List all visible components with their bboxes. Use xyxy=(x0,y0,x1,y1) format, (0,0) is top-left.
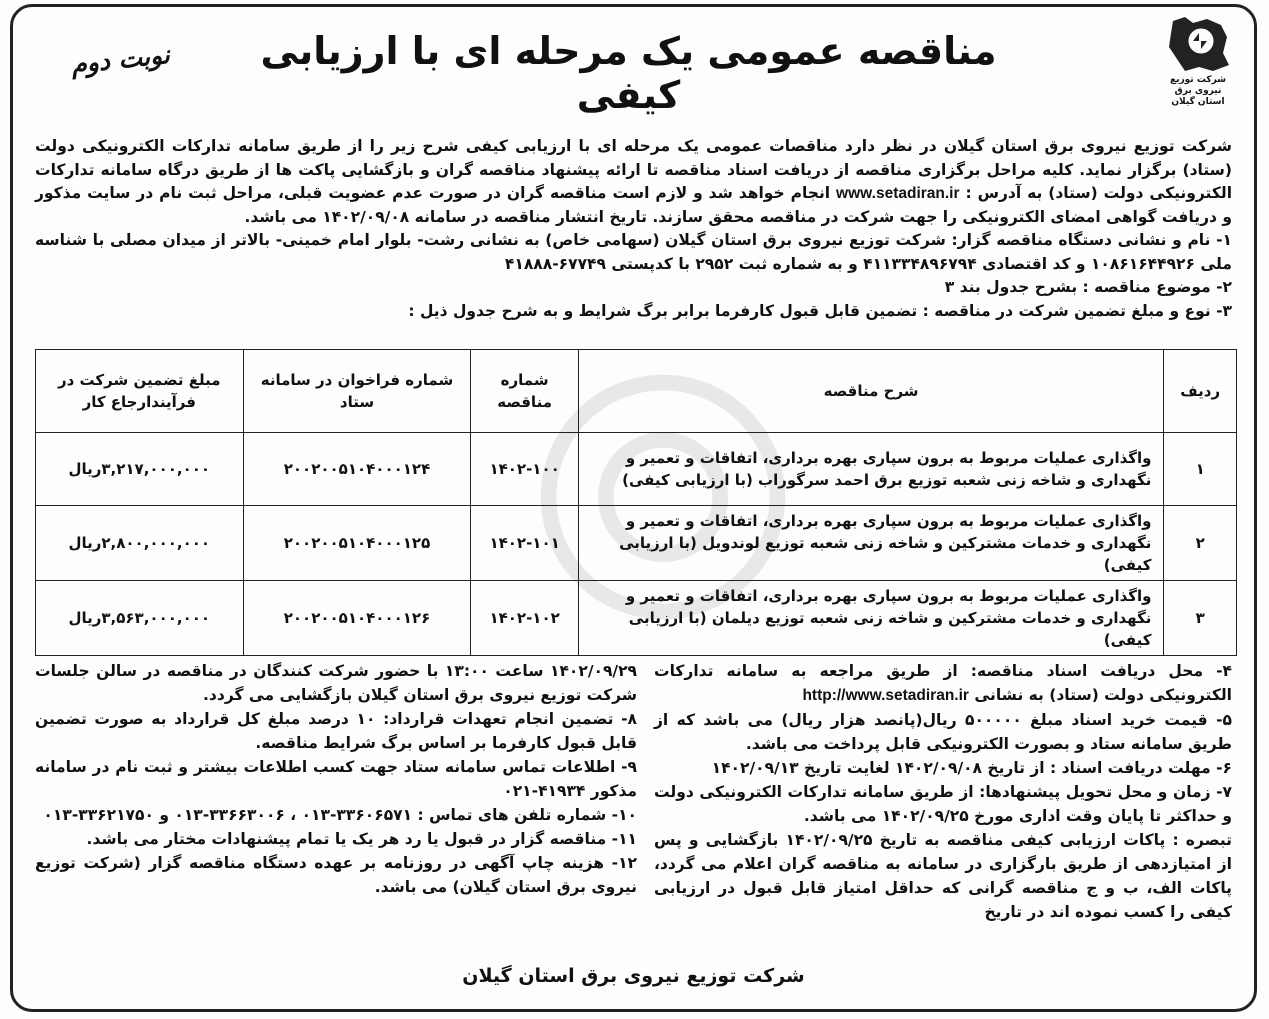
intro-paragraph xyxy=(35,135,1232,229)
intro-text: شرکت توزیع نیروی برق استان گیلان در نظر دارد مناقصات عمومی یک مرحله ای با ارزیابی کیفی شرح زیر را از طریق سامانه تدارکات الکترونیکی دولت (ستاد) برگزار نماید. کلیه مراحل برگزاری مناقصه از دریافت اسناد مناقصه تا ارائه پیشنهاد مناقصه گران و بازگشایی پاکت ها از طریق درگاه سامانه تدارکات الکترونیکی دولت (ستاد) به آدرس : xyxy=(35,137,1233,202)
header-description: شرح مناقصه xyxy=(578,350,1164,433)
table-row xyxy=(36,433,1237,506)
row-tender-number: ۱۴۰۲-۱۰۰ xyxy=(471,433,578,506)
header-call-number: شماره فراخوان در سامانه ستاد xyxy=(243,350,471,433)
tender-table xyxy=(35,349,1237,656)
note-evaluation: تبصره : پاکات ارزیابی کیفی مناقصه به تاریخ ۱۴۰۲/۰۹/۲۵ بازگشایی و پس از امتیازدهی از طریق بارگزاری در سامانه به مناقصه گران اعلام می گردد، پاکات الف، ب و ج مناقصه گرانی که حداقل امتیاز قابل قبول در ارزیابی کیفی را کسب نموده اند در تاریخ xyxy=(654,831,1232,921)
header-guarantee-amount: مبلغ تضمین شرکت در فرآیندارجاع کار xyxy=(36,350,244,433)
item-3-guarantee: ۳- نوع و مبلغ تضمین شرکت در مناقصه : تضمین قابل قبول کارفرما برابر برگ شرایط و به شرح جدول ذیل : xyxy=(408,301,1232,320)
row-number: ۲ xyxy=(1164,506,1237,581)
row-tender-number: ۱۴۰۲-۱۰۱ xyxy=(471,506,578,581)
row-call-number: ۲۰۰۲۰۰۵۱۰۴۰۰۰۱۲۴ xyxy=(243,433,471,506)
conditions-right-column xyxy=(654,659,1232,924)
item-1-organizer: ۱- نام و نشانی دستگاه مناقصه گزار: شرکت توزیع نیروی برق استان گیلان (سهامی خاص) به نشانی رشت- بلوار امام خمینی- بالاتر از میدان مصلی با شناسه ملی ۱۰۸۶۱۶۴۴۹۲۶ و کد اقتصادی ۴۱۱۳۳۴۸۹۶۷۹۴ و به شماره ثبت ۲۹۵۲ با کدپستی ۶۷۷۴۹-۴۱۸۸۸ xyxy=(35,231,1232,273)
row-guarantee-amount: ۲,۸۰۰,۰۰۰,۰۰۰ریال xyxy=(36,506,244,581)
conditions-section xyxy=(35,659,1232,949)
row-description: واگذاری عملیات مربوط به برون سپاری بهره برداری، اتفاقات و تعمیر و نگهداری و خدمات مشترکین و شاخه زنی شعبه توزیع دیلمان (با ارزیابی کیفی) xyxy=(578,581,1164,656)
setadiran-link[interactable]: www.setadiran.ir xyxy=(836,185,960,202)
intro-text-continued: انجام خواهد شد و لازم است مناقصه گران در صورت عدم عضویت قبلی، مراحل ثبت نام در سایت مذکور و دریافت گواهی امضای الکترونیکی را جهت شرکت در مناقصه محقق سازند. تاریخ انتشار مناقصه در سامانه ۱۴۰۲/۰۹/۰۸ می باشد. xyxy=(35,184,1232,226)
conditions-left-column xyxy=(35,659,637,899)
iran-map-logo-icon xyxy=(1163,13,1233,75)
footer-company-name: شرکت توزیع نیروی برق استان گیلان xyxy=(462,965,805,987)
header-tender-number: شماره مناقصه xyxy=(471,350,578,433)
item-12-ad-cost: ۱۲- هزینه چاپ آگهی در روزنامه بر عهده دستگاه مناقصه گزار (شرکت توزیع نیروی برق استان گیلان) می باشد. xyxy=(35,854,637,896)
intro-section xyxy=(35,135,1232,323)
company-logo xyxy=(1156,13,1240,108)
row-guarantee-amount: ۳,۲۱۷,۰۰۰,۰۰۰ریال xyxy=(36,433,244,506)
row-call-number: ۲۰۰۲۰۰۵۱۰۴۰۰۰۱۲۶ xyxy=(243,581,471,656)
setadiran-http-link[interactable]: http://www.setadiran.ir xyxy=(802,687,969,704)
item-2-subject: ۲- موضوع مناقصه : بشرح جدول بند ۳ xyxy=(944,278,1232,296)
notice-title: مناقصه عمومی یک مرحله ای با ارزیابی کیفی xyxy=(260,29,997,117)
logo-text-line-1: شرکت توزیع نیروی برق xyxy=(1169,75,1227,96)
item-4-document-location xyxy=(654,659,1232,708)
header-row-number: ردیف xyxy=(1164,350,1237,433)
item-9-setad-contact: ۹- اطلاعات تماس سامانه ستاد جهت کسب اطلاعات بیشتر و ثبت نام در سامانه مذکور ۴۱۹۳۴-۰۲۱ xyxy=(35,758,637,800)
row-guarantee-amount: ۳,۵۶۳,۰۰۰,۰۰۰ریال xyxy=(36,581,244,656)
table-header-row xyxy=(36,350,1237,433)
row-tender-number: ۱۴۰۲-۱۰۲ xyxy=(471,581,578,656)
notice-header xyxy=(13,7,1254,125)
tender-notice xyxy=(10,4,1257,1012)
item-8-performance-guarantee: ۸- تضمین انجام تعهدات قرارداد: ۱۰ درصد مبلغ کل قرارداد به صورت تضمین قابل قبول کارفرما بر اساس برگ شرایط مناقصه. xyxy=(35,710,638,752)
note-continued: ۱۴۰۲/۰۹/۲۹ ساعت ۱۳:۰۰ با حضور شرکت کنندگان در مناقصه در سالن جلسات شرکت توزیع نیروی برق استان گیلان بازگشایی می گردد. xyxy=(35,662,637,704)
item-4-text: ۴- محل دریافت اسناد مناقصه: از طریق مراجعه به سامانه تدارکات الکترونیکی دولت (ستاد) به نشانی xyxy=(654,662,1232,704)
row-description: واگذاری عملیات مربوط به برون سپاری بهره برداری، اتفاقات و تعمیر و نگهداری و خدمات مشترکین و شاخه زنی شعبه توزیع لوندویل (با ارزیابی کیفی) xyxy=(578,506,1164,581)
logo-text-line-2: استان گیلان xyxy=(1171,97,1225,107)
item-10-phone-numbers: ۱۰- شماره تلفن های تماس : ۳۳۶۰۶۵۷۱-۰۱۳ ، ۳۳۶۶۳۰۰۶-۰۱۳ و ۳۳۶۲۱۷۵۰-۰۱۳ xyxy=(43,806,637,824)
item-5-document-price: ۵- قیمت خرید اسناد مبلغ ۵۰۰۰۰۰ ریال(پانصد هزار ریال) می باشد که از طریق سامانه ستاد و بصورت الکترونیکی قابل پرداخت می باشد. xyxy=(654,711,1232,753)
row-number: ۱ xyxy=(1164,433,1237,506)
item-11-rights: ۱۱- مناقصه گزار در قبول یا رد هر یک یا تمام پیشنهادات مختار می باشد. xyxy=(86,830,637,848)
row-description: واگذاری عملیات مربوط به برون سپاری بهره برداری، اتفاقات و تعمیر و نگهداری و شاخه زنی شعبه توزیع برق احمد سرگوراب (با ارزیابی کیفی) xyxy=(578,433,1164,506)
row-number: ۳ xyxy=(1164,581,1237,656)
item-6-document-deadline: ۶- مهلت دریافت اسناد : از تاریخ ۱۴۰۲/۰۹/۰۸ لغایت تاریخ ۱۴۰۲/۰۹/۱۳ xyxy=(711,759,1232,777)
publication-turn: نوبت دوم xyxy=(69,39,172,80)
table-row xyxy=(36,506,1237,581)
table-row xyxy=(36,581,1237,656)
row-call-number: ۲۰۰۲۰۰۵۱۰۴۰۰۰۱۲۵ xyxy=(243,506,471,581)
item-7-submission: ۷- زمان و محل تحویل پیشنهادها: از طریق سامانه تدارکات الکترونیکی دولت و حداکثر تا پایان وقت اداری مورخ ۱۴۰۲/۰۹/۲۵ می باشد. xyxy=(654,783,1232,825)
